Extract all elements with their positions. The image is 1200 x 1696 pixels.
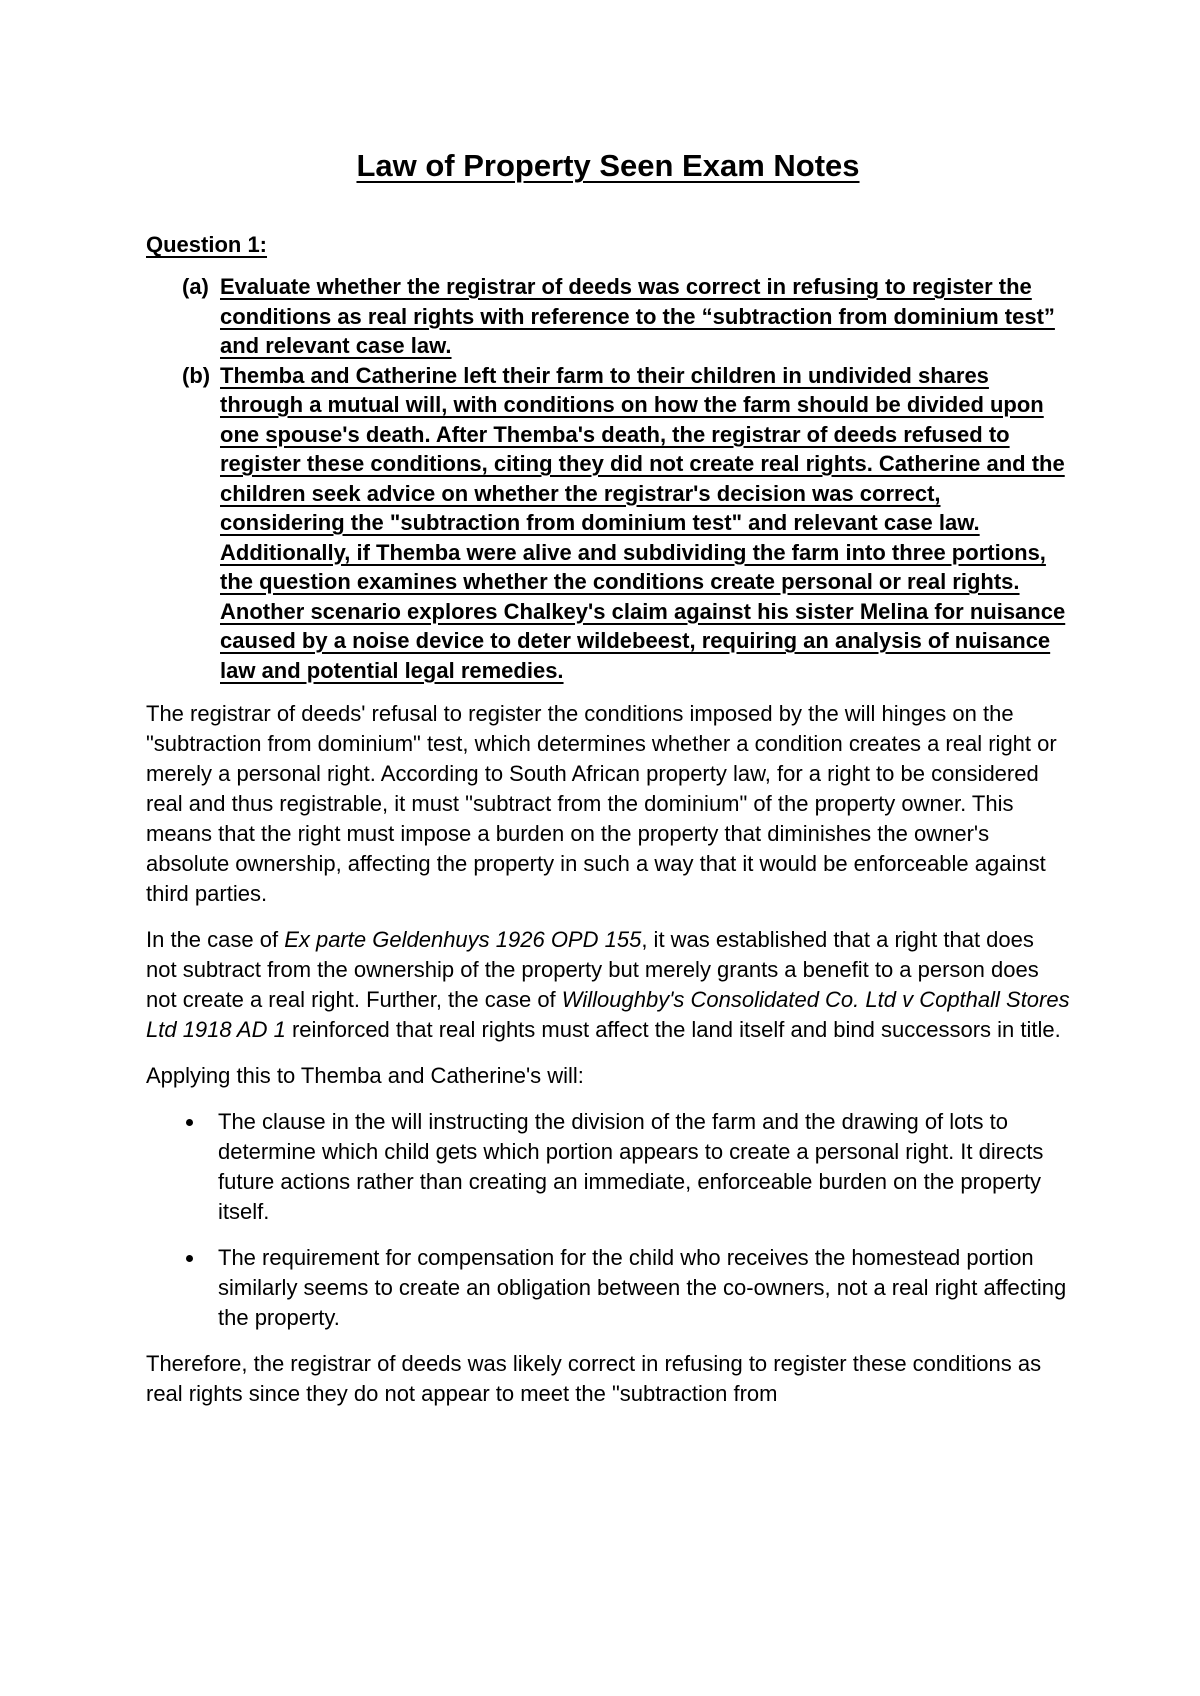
case-citation: Willoughby's Consolidated Co. Ltd v Copthall Stores Ltd 1918 AD 1	[146, 987, 1070, 1042]
document-title: Law of Property Seen Exam Notes	[356, 148, 860, 183]
case-citation: Ex parte Geldenhuys 1926 OPD 155	[284, 927, 642, 952]
question-marker: (b)	[182, 362, 211, 388]
text-span: In the case of	[146, 927, 285, 952]
question-text: Themba and Catherine left their farm to their children in undivided shares through a mutual will, with conditions on how the farm should be divided upon one spouse's death. After Themba's death, the registrar of deeds refused to register these conditions, citing they did not create real rights. Catherine and the children seek advice on whether the registrar's decision was correct, considering the "subtraction from dominium test" and relevant case law. Additionally, if Themba were alive and subdividing the farm into three portions, the question examines whether the conditions create personal or real rights. Another scenario explores Chalkey's claim against his sister Melina for nuisance caused by a noise device to deter wildebeest, requiring an analysis of nuisance law and potential legal remedies.	[220, 362, 1066, 683]
bullet-point-icon	[184, 1243, 218, 1333]
body-paragraph: The registrar of deeds' refusal to register the conditions imposed by the will hinges on the "subtraction from dominium" test, which determines whether a condition creates a real right or merely a personal right. According to South African property law, for a right to be considered real and thus registrable, it must "subtract from the dominium" of the property owner. This means that the right must impose a burden on the property that diminishes the owner's absolute ownership, affecting the property in such a way that it would be enforceable against third parties.	[146, 701, 1057, 906]
text-span: reinforced that real rights must affect the land itself and bind successors in title.	[285, 1017, 1061, 1042]
question-item-b	[182, 361, 1070, 686]
bullet-item	[184, 1243, 1070, 1333]
bullet-list	[184, 1107, 1070, 1333]
question-text: Evaluate whether the registrar of deeds was correct in refusing to register the conditions as real rights with reference to the “subtraction from dominium test” and relevant case law.	[220, 274, 1055, 358]
bullet-text: The requirement for compensation for the child who receives the homestead portion similarly seems to create an obligation between the co-owners, not a real right affecting the property.	[218, 1245, 1067, 1330]
question-marker: (a)	[182, 274, 209, 299]
document-content	[146, 146, 1070, 1409]
body-paragraph: Applying this to Themba and Catherine's will:	[146, 1063, 584, 1088]
bullet-text: The clause in the will instructing the division of the farm and the drawing of lots to determine which child gets which portion appears to create a personal right. It directs future actions rather than creating an immediate, enforceable burden on the property itself.	[218, 1109, 1044, 1224]
question-heading: Question 1:	[146, 232, 268, 257]
bullet-point-icon	[184, 1107, 218, 1227]
case-law-paragraph	[146, 925, 1070, 1045]
text-span: , it was established that a right that does not subtract from the ownership of the property but merely grants a benefit to a person does not create a real right. Further, the case of	[146, 927, 1039, 1012]
question-item-a	[182, 272, 1070, 361]
bullet-item	[184, 1107, 1070, 1227]
body-paragraph: Therefore, the registrar of deeds was likely correct in refusing to register these conditions as real rights since they do not appear to meet the "subtraction from	[146, 1351, 1042, 1406]
question-list	[182, 272, 1070, 685]
